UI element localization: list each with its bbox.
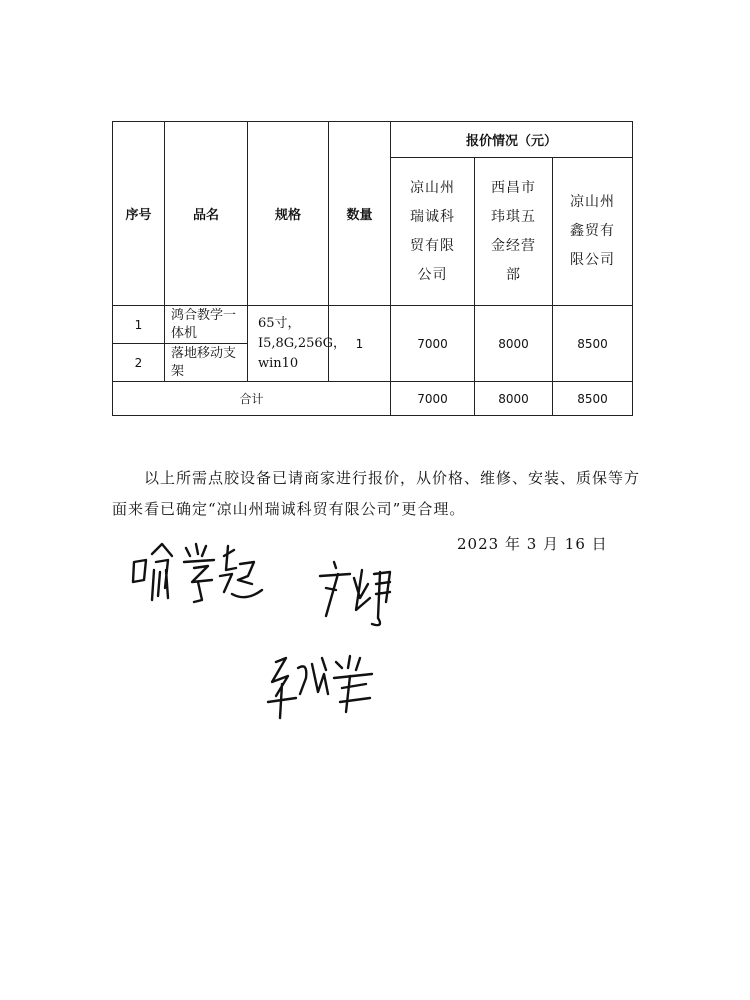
header-name: 品名 [165,122,248,306]
total-label: 合计 [113,382,391,416]
row-2-seq: 2 [113,344,165,382]
price-vendor-3: 8500 [553,306,633,382]
row-1-seq: 1 [113,306,165,344]
header-spec: 规格 [248,122,329,306]
signature-2 [312,558,407,633]
total-vendor-2: 8000 [475,382,553,416]
price-vendor-2: 8000 [475,306,553,382]
total-vendor-1: 7000 [391,382,475,416]
conclusion-paragraph [112,463,640,525]
price-vendor-1: 7000 [391,306,475,382]
header-qty: 数量 [329,122,391,306]
qty-cell: 1 [329,306,391,382]
spec-cell: 65寸，I5,8G,256G，win10 [248,306,329,382]
vendor-2-header: 西昌市 玮琪五 金经营 部 [475,158,553,306]
header-quote-group: 报价情况（元） [391,122,633,158]
signature-3 [262,648,382,728]
total-row [113,382,633,416]
signature-1 [128,540,268,615]
table-row [113,306,633,344]
total-vendor-3: 8500 [553,382,633,416]
vendor-3-header: 凉山州 鑫贸有 限公司 [553,158,633,306]
row-2-name: 落地移动支架 [165,344,248,382]
header-seq: 序号 [113,122,165,306]
conclusion-text: 以上所需点胶设备已请商家进行报价，从价格、维修、安装、质保等方面来看已确定“凉山州瑞诚科贸有限公司”更合理。 [112,469,641,518]
vendor-1-header: 凉山州 瑞诚科 贸有限 公司 [391,158,475,306]
document-date: 2023 年 3 月 16 日 [457,535,608,553]
row-1-name: 鸿合教学一体机 [165,306,248,344]
quote-table [112,121,633,416]
